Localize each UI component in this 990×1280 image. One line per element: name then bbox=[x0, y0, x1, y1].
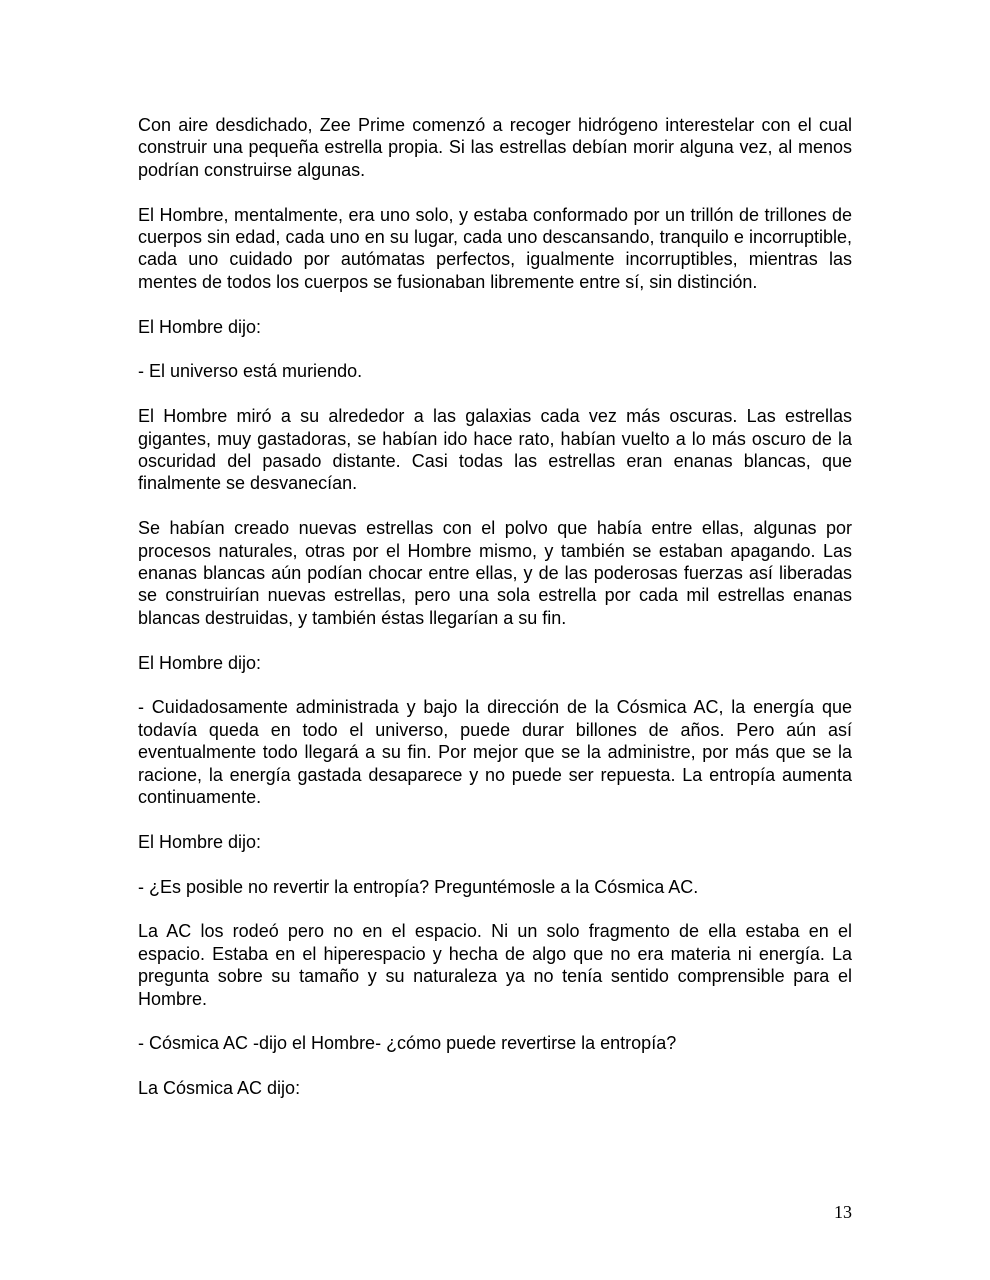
body-text bbox=[138, 114, 852, 1122]
paragraph: Con aire desdichado, Zee Prime comenzó a recoger hidrógeno interestelar con el cual construir una pequeña estrella propia. Si las estrellas debían morir alguna vez, al menos podrían construirse algunas. bbox=[138, 115, 852, 180]
paragraph: La Cósmica AC dijo: bbox=[138, 1078, 301, 1099]
dialogue-line: - Cósmica AC -dijo el Hombre- ¿cómo puede revertirse la entropía? bbox=[138, 1033, 677, 1054]
dialogue-line: - Cuidadosamente administrada y bajo la dirección de la Cósmica AC, la energía que todavía queda en todo el universo, puede durar billones de años. Pero aún así eventualmente todo llegará a su fin. Por mejor que se la administre, por más que se la racione, la energía gastada desaparece y no puede ser repuesta. La entropía aumenta continuamente. bbox=[138, 697, 852, 808]
paragraph: El Hombre dijo: bbox=[138, 652, 262, 673]
dialogue-line: - ¿Es posible no revertir la entropía? Preguntémosle a la Cósmica AC. bbox=[138, 876, 699, 897]
paragraph: El Hombre, mentalmente, era uno solo, y estaba conformado por un trillón de trillones de cuerpos sin edad, cada uno en su lugar, cada uno descansando, tranquilo e incorruptible, cada uno cuidado por autómatas perfectos, igualmente incorruptibles, mientras las mentes de todos los cuerpos se fusionaban libremente entre sí, sin distinción. bbox=[138, 204, 852, 292]
paragraph: El Hombre dijo: bbox=[138, 831, 262, 852]
dialogue-line: - El universo está muriendo. bbox=[138, 361, 363, 382]
paragraph: Se habían creado nuevas estrellas con el polvo que había entre ellas, algunas por procesos naturales, otras por el Hombre mismo, y también se estaban apagando. Las enanas blancas aún podían chocar entre ellas, y de las poderosas fuerzas así liberadas se construirían nuevas estrellas, pero una sola estrella por cada mil estrellas enanas blancas destruidas, y también éstas llegarían a su fin. bbox=[138, 518, 852, 628]
paragraph: El Hombre miró a su alrededor a las galaxias cada vez más oscuras. Las estrellas gigantes, muy gastadoras, se habían ido hace rato, habían vuelto a lo más oscuro de la oscuridad del pasado distante. Casi todas las estrellas eran enanas blancas, que finalmente se desvanecían. bbox=[138, 406, 852, 494]
page-number: 13 bbox=[834, 1202, 852, 1222]
paragraph: La AC los rodeó pero no en el espacio. Ni un solo fragmento de ella estaba en el espacio. Estaba en el hiperespacio y hecha de algo que no era materia ni energía. La pregunta sobre su tamaño y su naturaleza ya no tenía sentido comprensible para el Hombre. bbox=[138, 921, 852, 1009]
paragraph: El Hombre dijo: bbox=[138, 316, 262, 337]
